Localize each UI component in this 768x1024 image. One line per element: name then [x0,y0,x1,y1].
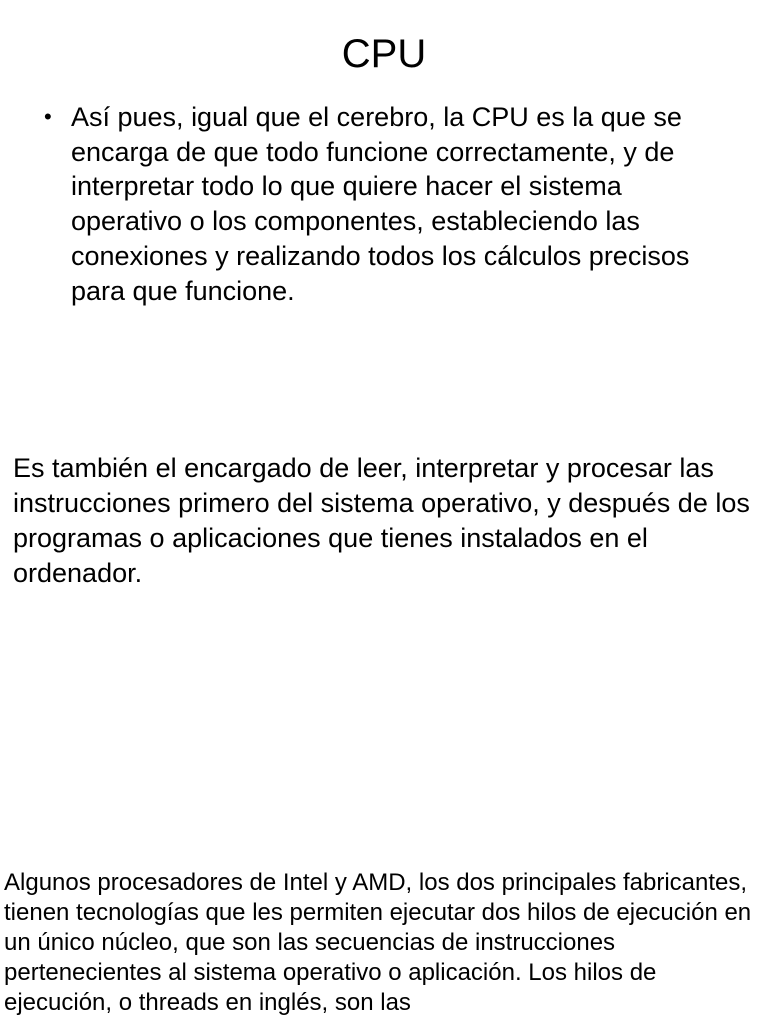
paragraph-execution-threads: Algunos procesadores de Intel y AMD, los dos principales fabricantes, tienen tecnologías que les permiten ejecutar dos hilos de ejecución en un único núcleo, que son las secuencias de instrucciones pertenecientes al sistema operativo o aplicación. Los hilos de ejecución, o threads en inglés, son las [4,869,752,1017]
bullet-item [44,100,734,308]
bullet-list [44,100,734,308]
paragraph-reading-instructions: Es también el encargado de leer, interpretar y procesar las instrucciones primero del sistema operativo, y después de los programas o aplicaciones que tienes instalados en el ordenador. [13,453,750,588]
slide-title: CPU [341,32,427,76]
bullet-text: Así pues, igual que el cerebro, la CPU es la que se encarga de que todo funcione correctamente, y de interpretar todo lo que quiere hacer el sistema operativo o los componentes, estableciendo las conexiones y realizando todos los cálculos precisos para que funcione. [71,102,690,306]
bullet-dot-icon: • [44,104,52,129]
